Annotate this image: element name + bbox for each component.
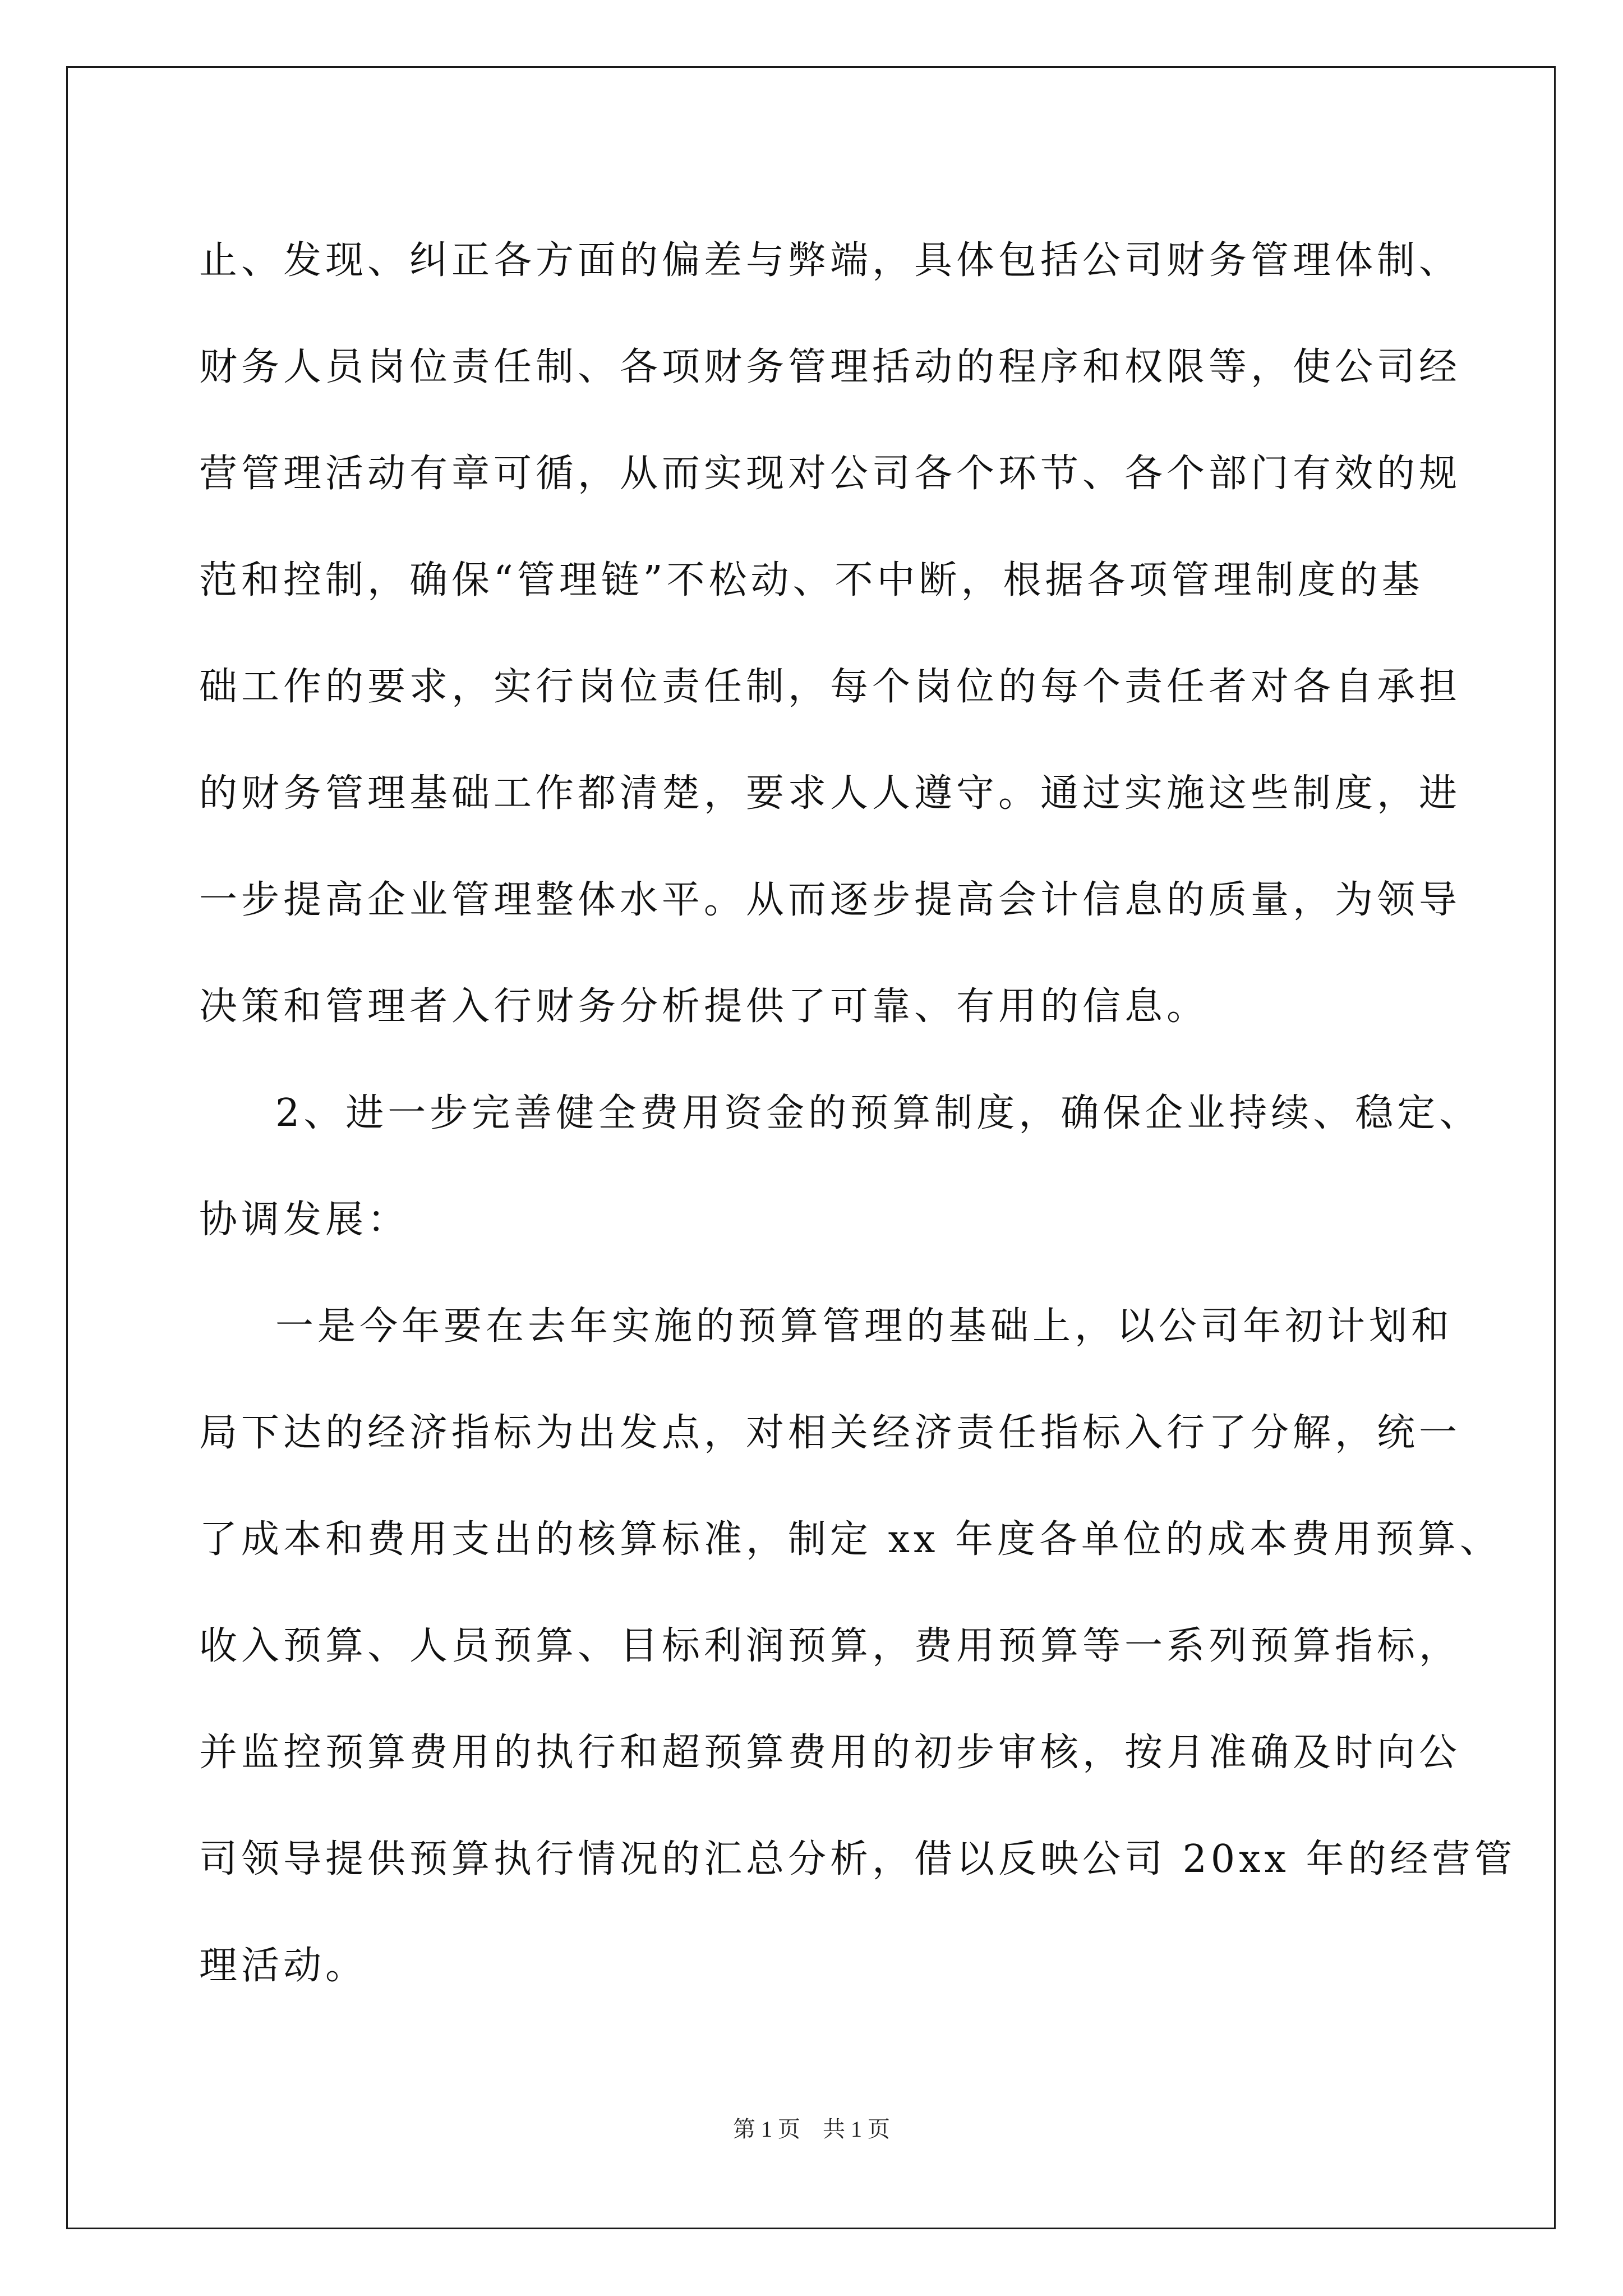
text-line: 止、发现、纠正各方面的偏差与弊端，具体包括公司财务管理体制、 xyxy=(199,238,1461,283)
text-line: 财务人员岗位责任制、各项财务管理括动的程序和权限等，使公司经 xyxy=(199,345,1461,389)
text-line: 一是今年要在去年实施的预算管理的基础上，以公司年初计划和 xyxy=(275,1304,1454,1349)
text-line: 营管理活动有章可循，从而实现对公司各个环节、各个部门有效的规 xyxy=(199,452,1461,496)
text-line: 理活动。 xyxy=(199,1944,368,1988)
text-line: 础工作的要求，实行岗位责任制，每个岗位的每个责任者对各自承担 xyxy=(199,665,1461,709)
text-line: 2、进一步完善健全费用资金的预算制度，确保企业持续、稳定、 xyxy=(275,1091,1482,1135)
text-line: 协调发展： xyxy=(199,1198,410,1242)
text-line: 收入预算、人员预算、目标利润预算，费用预算等一系列预算指标， xyxy=(199,1624,1461,1668)
text-line: 的财务管理基础工作都清楚，要求人人遵守。通过实施这些制度，进 xyxy=(199,771,1461,816)
text-line: 一步提高企业管理整体水平。从而逐步提高会计信息的质量，为领导 xyxy=(199,878,1461,922)
page-footer: 第 1 页 共 1 页 xyxy=(733,2116,890,2142)
text-line: 决策和管理者入行财务分析提供了可靠、有用的信息。 xyxy=(199,984,1209,1029)
text-line: 并监控预算费用的执行和超预算费用的初步审核，按月准确及时向公 xyxy=(199,1731,1461,1775)
text-line: 范和控制，确保“管理链”不松动、不中断，根据各项管理制度的基 xyxy=(199,558,1424,602)
document-body xyxy=(199,208,1516,2019)
text-line: 司领导提供预算执行情况的汇总分析，借以反映公司 20xx 年的经营管 xyxy=(199,1837,1516,1881)
text-line: 局下达的经济指标为出发点，对相关经济责任指标入行了分解，统一 xyxy=(199,1411,1461,1455)
text-line: 了成本和费用支出的核算标准，制定 xx 年度各单位的成本费用预算、 xyxy=(199,1517,1502,1562)
